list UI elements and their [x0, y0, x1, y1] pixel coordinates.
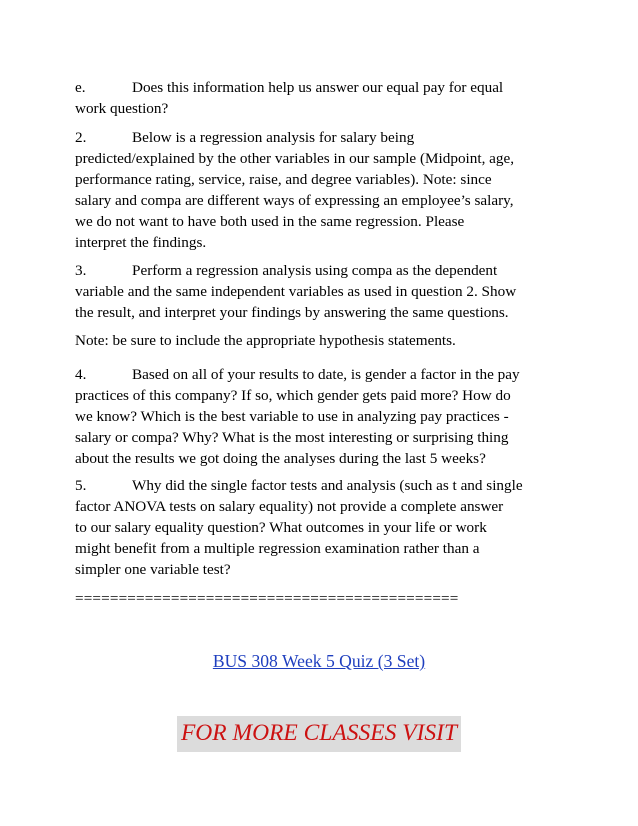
note-text: Note: be sure to include the appropriate hypothesis statements.	[75, 332, 456, 349]
question-text-line: factor ANOVA tests on salary equality) not provide a complete answer	[75, 498, 504, 515]
question-number: 4.	[75, 366, 87, 383]
question-5	[75, 475, 575, 580]
question-text-line: performance rating, service, raise, and degree variables). Note: since	[75, 171, 492, 188]
question-number: 2.	[75, 129, 87, 146]
question-text-line: variable and the same independent variables as used in question 2. Show	[75, 283, 517, 300]
question-text-line: Why did the single factor tests and analysis (such as t and single	[132, 477, 523, 494]
question-text-line: Does this information help us answer our equal pay for equal	[132, 79, 504, 96]
question-number: e.	[75, 79, 86, 96]
question-text-line: to our salary equality question? What outcomes in your life or work	[75, 519, 487, 536]
question-text-line: interpret the findings.	[75, 234, 207, 251]
question-2	[75, 127, 575, 253]
question-text-line: salary or compa? Why? What is the most interesting or surprising thing	[75, 429, 509, 446]
question-text-line: work question?	[75, 100, 169, 117]
question-text-line: we do not want to have both used in the same regression. Please	[75, 213, 465, 230]
question-text-line: practices of this company? If so, which gender gets paid more? How do	[75, 387, 511, 404]
question-text-line: the result, and interpret your findings by answering the same questions.	[75, 304, 509, 321]
question-4	[75, 364, 575, 469]
question-3	[75, 260, 575, 323]
quiz-link[interactable]	[0, 651, 638, 672]
question-text-line: salary and compa are different ways of expressing an employee’s salary,	[75, 192, 514, 209]
question-text-line: we know? Which is the best variable to use in analyzing pay practices -	[75, 408, 509, 425]
note	[75, 330, 575, 351]
question-e	[75, 77, 575, 119]
question-text-line: about the results we got doing the analyses during the last 5 weeks?	[75, 450, 486, 467]
question-number: 5.	[75, 477, 87, 494]
question-text-line: predicted/explained by the other variables in our sample (Midpoint, age,	[75, 150, 515, 167]
quiz-link-text[interactable]: BUS 308 Week 5 Quiz (3 Set)	[212, 651, 426, 671]
visit-banner: FOR MORE CLASSES VISIT	[177, 716, 461, 752]
question-text-line: Below is a regression analysis for salary being	[132, 129, 415, 146]
question-text-line: simpler one variable test?	[75, 561, 231, 578]
question-text-line: might benefit from a multiple regression examination rather than a	[75, 540, 480, 557]
separator-line: ============================================	[75, 590, 459, 607]
question-number: 3.	[75, 262, 87, 279]
question-text-line: Based on all of your results to date, is gender a factor in the pay	[132, 366, 520, 383]
question-text-line: Perform a regression analysis using compa as the dependent	[132, 262, 498, 279]
